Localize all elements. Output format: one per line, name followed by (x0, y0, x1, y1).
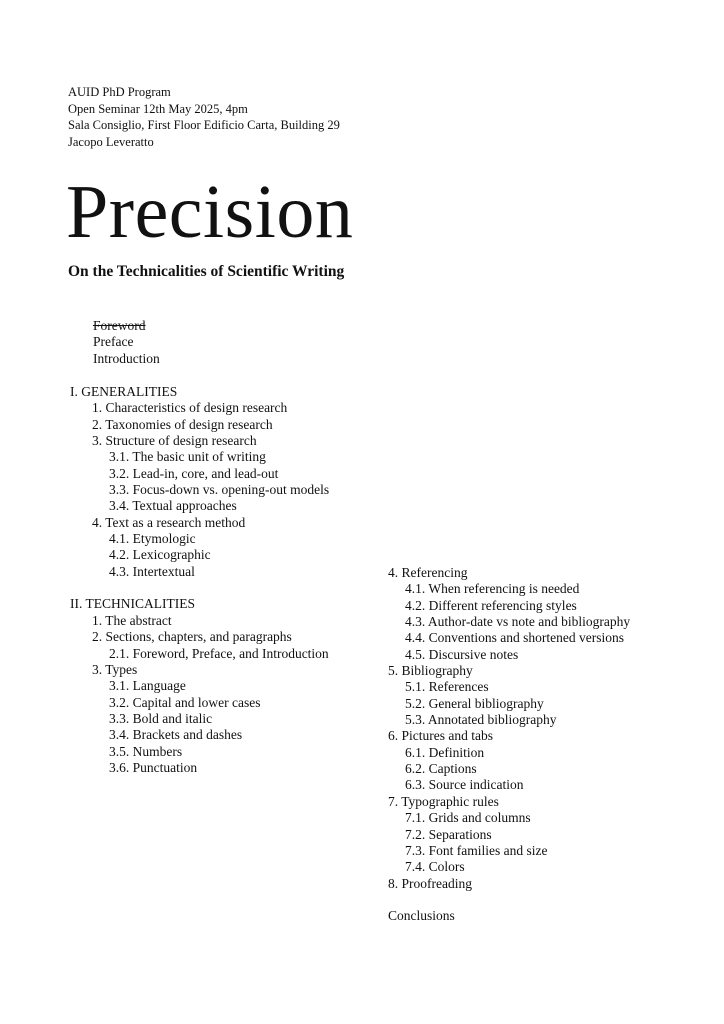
toc-subitem: 7.4. Colors (405, 859, 465, 875)
toc-item: 8. Proofreading (388, 875, 472, 891)
toc-subitem: 3.2. Capital and lower cases (109, 694, 261, 710)
toc-item: 4. Referencing (388, 565, 468, 580)
toc-subitem: 3.1. Language (109, 678, 186, 694)
venue-line: Sala Consiglio, First Floor Edificio Carta, Building 29 (68, 118, 340, 132)
toc-subitem: 4.1. When referencing is needed (405, 581, 580, 597)
toc-subitem: 3.4. Textual approaches (109, 498, 237, 514)
toc-subitem: 3.2. Lead-in, core, and lead-out (109, 465, 279, 481)
toc-item: 2. Taxonomies of design research (92, 416, 273, 432)
toc-subitem: 5.3. Annotated bibliography (405, 712, 557, 728)
toc-subitem: 4.2. Lexicographic (109, 547, 211, 563)
toc-item: 5. Bibliography (388, 663, 473, 679)
speaker-line: Jacopo Leveratto (68, 134, 154, 149)
toc-subitem: 2.1. Foreword, Preface, and Introduction (109, 645, 329, 661)
toc-item: 1. Characteristics of design research (92, 400, 288, 416)
toc-subitem: 6.3. Source indication (405, 777, 524, 793)
toc-subitem: 4.4. Conventions and shortened versions (405, 630, 624, 646)
toc-subitem: 7.3. Font families and size (405, 842, 548, 858)
document-title: Precision (66, 170, 354, 254)
toc-item: 4. Text as a research method (92, 514, 246, 530)
toc-item: 1. The abstract (92, 612, 172, 628)
toc-subitem: 3.5. Numbers (109, 743, 183, 759)
event-info (68, 84, 340, 150)
toc-item-foreword: Foreword (93, 318, 146, 333)
toc-subitem: 7.2. Separations (405, 826, 492, 842)
toc-item: 7. Typographic rules (388, 793, 499, 809)
toc-subitem: 5.1. References (405, 679, 489, 695)
toc-subitem: 5.2. General bibliography (405, 695, 544, 711)
toc-item: 3. Types (92, 661, 138, 677)
toc-item-conclusions: Conclusions (388, 908, 455, 924)
program-line: AUID PhD Program (68, 85, 171, 99)
toc-item: 6. Pictures and tabs (388, 728, 493, 744)
toc-subitem: 3.1. The basic unit of writing (109, 449, 266, 465)
toc-subitem: 3.6. Punctuation (109, 759, 198, 775)
toc-subitem: 7.1. Grids and columns (405, 810, 531, 826)
toc-item-preface: Preface (93, 334, 134, 350)
toc-right-column (388, 565, 630, 925)
toc-left-column (70, 384, 329, 776)
section-heading-generalities: I. GENERALITIES (70, 384, 178, 399)
toc-subitem: 4.3. Author-date vs note and bibliography (405, 614, 631, 630)
document-subtitle: On the Technicalities of Scientific Writing (68, 263, 345, 280)
toc-item: 3. Structure of design research (92, 433, 257, 449)
front-matter-list (93, 318, 160, 367)
toc-item: 2. Sections, chapters, and paragraphs (92, 629, 292, 645)
toc-subitem: 3.3. Focus-down vs. opening-out models (109, 482, 330, 498)
seminar-date-line: Open Seminar 12th May 2025, 4pm (68, 101, 248, 116)
section-heading-technicalities: II. TECHNICALITIES (70, 596, 195, 612)
toc-subitem: 4.1. Etymologic (109, 531, 196, 547)
toc-subitem: 3.4. Brackets and dashes (109, 727, 243, 743)
toc-subitem: 3.3. Bold and italic (109, 710, 213, 726)
toc-subitem: 6.2. Captions (405, 761, 477, 777)
toc-item-introduction: Introduction (93, 350, 160, 366)
toc-subitem: 4.3. Intertextual (109, 563, 195, 579)
toc-subitem: 6.1. Definition (405, 744, 485, 760)
toc-subitem: 4.2. Different referencing styles (405, 597, 577, 613)
toc-subitem: 4.5. Discursive notes (405, 646, 519, 662)
